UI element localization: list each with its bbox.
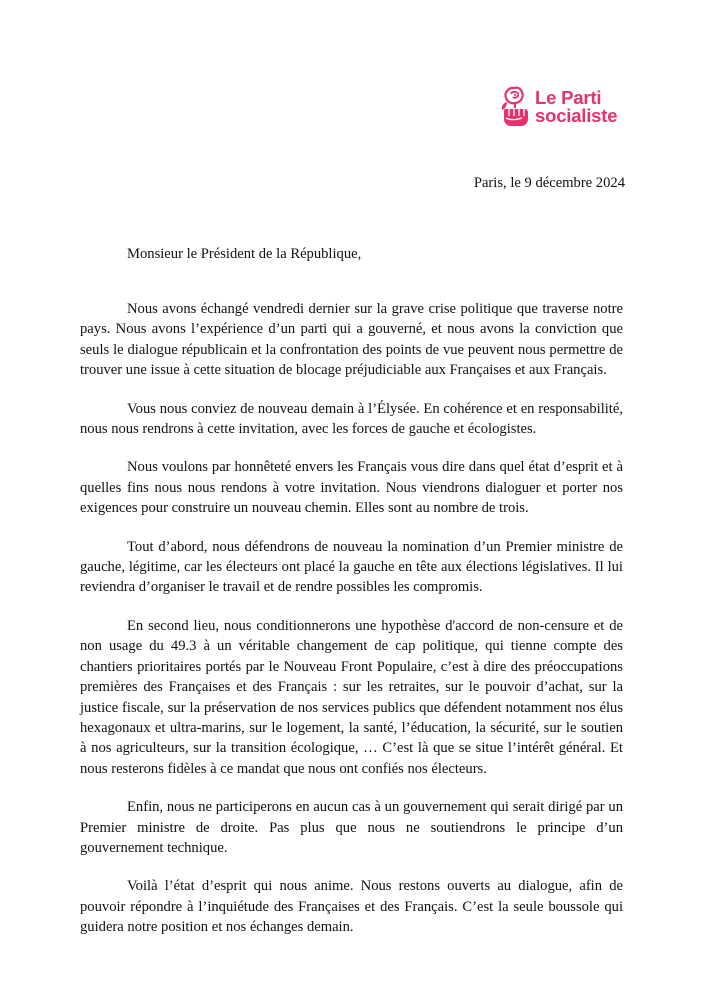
- paragraph: Nous avons échangé vendredi dernier sur la grave crise politique que traverse notre pays. Nous avons l’expérience d’un parti qui a gouverné, et nous avons la conviction que seuls le dialogue républicain et la confrontation des points de vue peuvent nous permettre de trouver une issue à cette situation de blocage préjudiciable aux Françaises et aux Français.: [80, 301, 623, 379]
- party-logo: [498, 85, 628, 133]
- logo-line-2: socialiste: [535, 105, 618, 126]
- letter-date: Paris, le 9 décembre 2024: [473, 175, 625, 191]
- paragraph: Enfin, nous ne participerons en aucun cas à un gouvernement qui serait dirigé par un Premier ministre de droite. Pas plus que nous ne soutiendrons le principe d’un gouvernement technique.: [80, 799, 623, 856]
- salutation: Monsieur le Président de la République,: [127, 246, 362, 262]
- logo-line-1: Le Parti: [535, 87, 602, 108]
- paragraph: Nous voulons par honnêteté envers les Français vous dire dans quel état d’esprit et à quelles fins nous nous rendons à votre invitation. Nous viendrons dialoguer et porter nos exigences pour construire un nouveau chemin. Elles sont au nombre de trois.: [80, 459, 623, 517]
- party-logo-text: [535, 89, 617, 125]
- paragraph: Tout d’abord, nous défendrons de nouveau la nomination d’un Premier ministre de gauche, légitime, car les électeurs ont placé la gauche en tête aux élections législatives. Il lui reviendra d’organiser le travail et de rendre possibles les compromis.: [80, 538, 623, 596]
- rose-fist-icon: [498, 85, 532, 129]
- paragraph: Vous nous conviez de nouveau demain à l’Élysée. En cohérence et en responsabilité, nous nous rendrons à cette invitation, avec les forces de gauche et écologistes.: [80, 400, 623, 438]
- paragraph: Voilà l’état d’esprit qui nous anime. Nous restons ouverts au dialogue, afin de pouvoir répondre à l’inquiétude des Françaises et des Français. C’est la seule boussole qui guidera notre position et nos échanges demain.: [80, 878, 623, 936]
- paragraph: En second lieu, nous conditionnerons une hypothèse d'accord de non-censure et de non usage du 49.3 à un véritable changement de cap politique, qui tienne compte des chantiers prioritaires portés par le Nouveau Front Populaire, c’est à dire des préoccupations premières des Françaises et des Français : sur les retraites, sur le pouvoir d’achat, sur la justice fiscale, sur la préservation de nos services publics que défendent notamment nos élus hexagonaux et ultra-marins, sur le logement, la santé, l’éducation, la sécurité, sur le soutien à nos agriculteurs, sur la transition écologique, … C’est là que se situe l’intérêt général. Et nous resterons fidèles à ce mandat que nous ont confiés nos électeurs.: [80, 617, 623, 777]
- letter-body: [80, 299, 623, 956]
